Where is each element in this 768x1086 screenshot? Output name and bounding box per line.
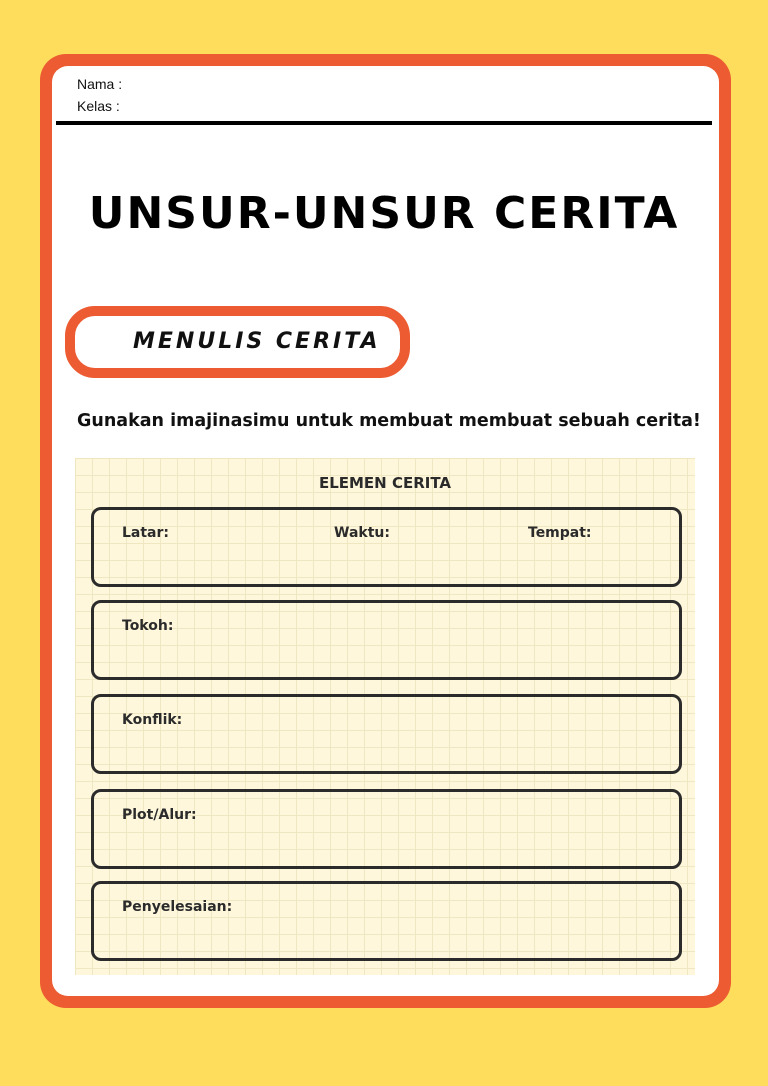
tokoh-box[interactable] xyxy=(91,600,682,680)
penyelesaian-box[interactable] xyxy=(91,881,682,961)
header-divider xyxy=(56,121,712,125)
instruction-text: Gunakan imajinasimu untuk membuat membuat sebuah cerita! xyxy=(77,411,701,431)
waktu-label: Waktu: xyxy=(334,525,390,541)
plot-label: Plot/Alur: xyxy=(122,807,197,823)
name-field-label: Nama : xyxy=(77,76,123,92)
tempat-label: Tempat: xyxy=(528,525,592,541)
latar-label: Latar: xyxy=(122,525,170,541)
story-elements-panel xyxy=(75,458,695,975)
tokoh-label: Tokoh: xyxy=(122,618,174,634)
panel-title: ELEMEN CERITA xyxy=(318,474,452,492)
section-badge: MENULIS CERITA xyxy=(65,306,410,378)
penyelesaian-label: Penyelesaian: xyxy=(122,899,233,915)
page-title: UNSUR-UNSUR CERITA xyxy=(88,188,680,239)
plot-box[interactable] xyxy=(91,789,682,869)
konflik-label: Konflik: xyxy=(122,712,183,728)
setting-box[interactable] xyxy=(91,507,682,587)
konflik-box[interactable] xyxy=(91,694,682,774)
class-field-label: Kelas : xyxy=(77,98,120,114)
